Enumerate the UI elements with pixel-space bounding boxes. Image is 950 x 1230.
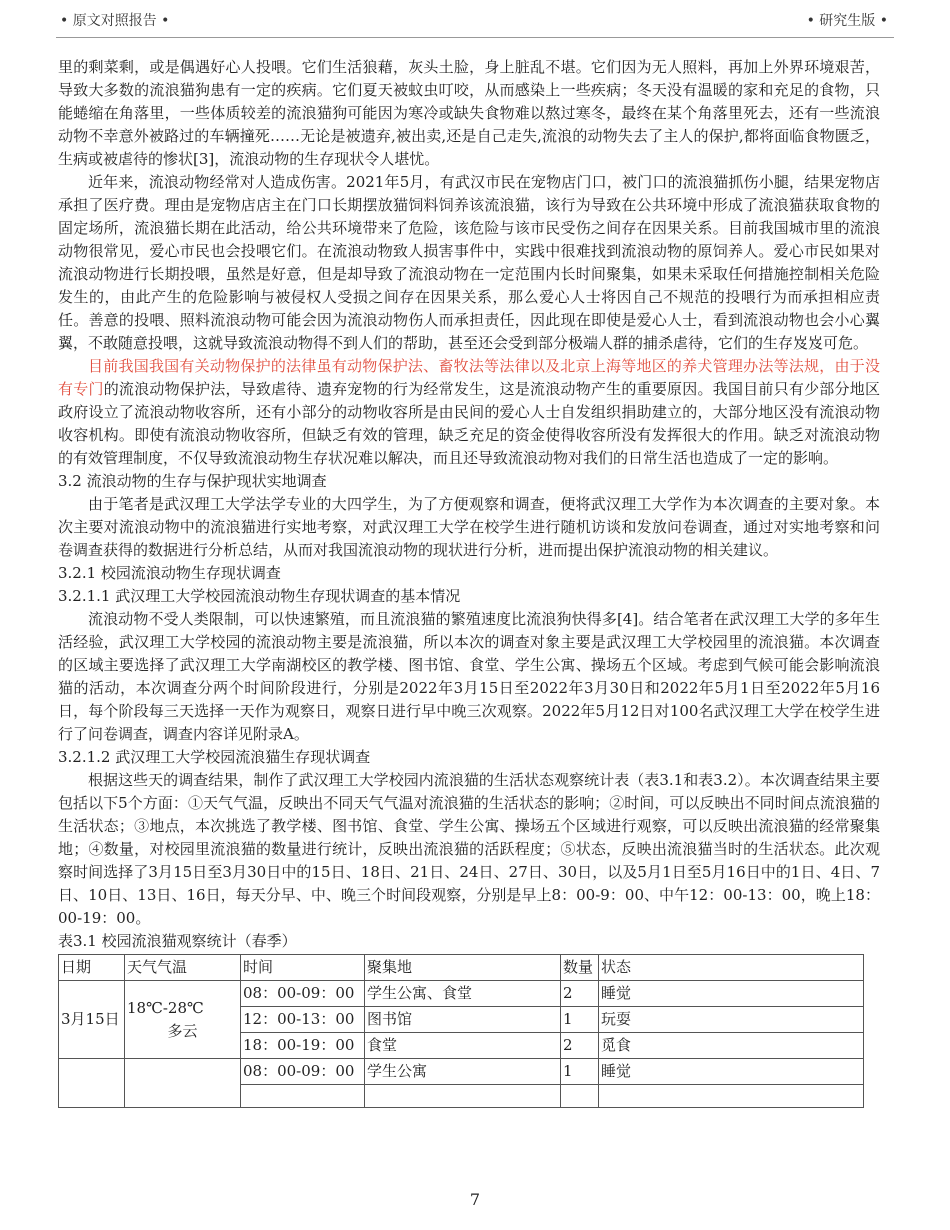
subsection-heading: 3.2.1 校园流浪动物生存现状调查	[58, 564, 281, 582]
subsubsection-heading: 3.2.1.2 武汉理工大学校园流浪猫生存现状调查	[58, 748, 371, 766]
column-header: 聚集地	[365, 955, 561, 981]
location-cell: 食堂	[365, 1033, 561, 1059]
section-heading: 3.2 流浪动物的生存与保护现状实地调查	[58, 472, 327, 490]
table-row	[59, 981, 864, 1007]
count-cell: 1	[561, 1007, 599, 1033]
column-header: 数量	[561, 955, 599, 981]
weather-cell	[125, 1059, 241, 1108]
observation-table	[58, 954, 864, 1108]
paragraph: 由于笔者是武汉理工大学法学专业的大四学生，为了方便观察和调查，便将武汉理工大学作为本次调查的主要对象。本次主要对流浪动物中的流浪猫进行实地考察，对武汉理工大学在校学生进行随机访谈和发放问卷调查，通过对实地考察和问卷调查获得的数据进行分析总结，从而对我国流浪动物的现状进行分析，进而提出保护流浪动物的相关建议。	[58, 495, 880, 559]
time-cell: 08：00-09：00	[241, 1059, 365, 1085]
count-cell	[561, 1085, 599, 1108]
date-cell	[59, 1059, 125, 1108]
count-cell: 1	[561, 1059, 599, 1085]
time-cell: 12：00-13：00	[241, 1007, 365, 1033]
table-caption: 表3.1 校园流浪猫观察统计（春季）	[58, 932, 297, 950]
time-cell: 18：00-19：00	[241, 1033, 365, 1059]
time-cell: 08：00-09：00	[241, 981, 365, 1007]
weather-cell	[125, 981, 241, 1059]
location-cell	[365, 1085, 561, 1108]
column-header: 天气气温	[125, 955, 241, 981]
status-cell	[599, 1085, 864, 1108]
date-cell: 3月15日	[59, 981, 125, 1059]
column-header: 状态	[599, 955, 864, 981]
weather-text: 多云	[167, 1021, 198, 1040]
location-cell: 学生公寓、食堂	[365, 981, 561, 1007]
location-cell: 图书馆	[365, 1007, 561, 1033]
paragraph: 流浪动物不受人类限制，可以快速繁殖，而且流浪猫的繁殖速度比流浪狗快得多[4]。结合笔者在武汉理工大学的多年生活经验，武汉理工大学校园的流浪动物主要是流浪猫，所以本次的调查对象主要是武汉理工大学校园里的流浪猫。本次调查的区域主要选择了武汉理工大学南湖校区的教学楼、图书馆、食堂、学生公寓、操场五个区域。考虑到气候可能会影响流浪猫的活动，本次调查分两个时间阶段进行，分别是2022年3月15日至2022年3月30日和2022年5月1日至2022年5月16日，每个阶段每三天选择一天作为观察日，观察日进行早中晚三次观察。2022年5月12日对100名武汉理工大学在校学生进行了问卷调查，调查内容详见附录A。	[58, 610, 880, 743]
report-header-label: • 原文对照报告 •	[60, 13, 170, 29]
highlighted-text: 目前我国我国有关动物保护的法律虽有动物保护法、畜牧法等法律以及北京上海等地区的养犬管理办法等法规，由于没有专门	[58, 357, 880, 398]
paragraph: 里的剩菜剩，或是偶遇好心人投喂。它们生活狼藉，灰头土脸，身上脏乱不堪。它们因为无人照料，再加上外界环境艰苦，导致大多数的流浪猫狗患有一定的疾病。它们夏天被蚊虫叮咬，从而感染上一些疾病；冬天没有温暖的家和充足的食物，只能蜷缩在角落里，一些体质较差的流浪猫狗可能因为寒冷或缺失食物难以熬过寒冬，最终在某个角落里死去，还有一些流浪动物不幸意外被路过的车辆撞死……无论是被遗弃,被出卖,还是自己走失,流浪的动物失去了主人的保护,都将面临食物匮乏，生病或被虐待的惨状[3]，流浪动物的生存现状令人堪忧。	[58, 58, 880, 168]
column-header: 日期	[59, 955, 125, 981]
paragraph: 根据这些天的调查结果，制作了武汉理工大学校园内流浪猫的生活状态观察统计表（表3.1和表3.2）。本次调查结果主要包括以下5个方面：①天气气温，反映出不同天气气温对流浪猫的生活状态的影响；②时间，可以反映出不同时间点流浪猫的生活状态；③地点，本次挑选了教学楼、图书馆、食堂、学生公寓、操场五个区域进行观察，可以反映出流浪猫的经常聚集地；④数量，对校园里流浪猫的数量进行统计，反映出流浪猫的活跃程度；⑤状态，反映出流浪猫当时的生活状态。此次观察时间选择了3月15日至3月30日中的15日、18日、21日、24日、27日、30日，以及5月1日至5月16日中的1日、4日、7日、10日、13日、16日，每天分早、中、晚三个时间段观察，分别是早上8：00-9：00、中午12：00-13：00，晚上18：00-19：00。	[58, 771, 880, 927]
table-row	[59, 1059, 864, 1085]
edition-header-label: • 研究生版 •	[806, 13, 888, 29]
count-cell: 2	[561, 981, 599, 1007]
temperature-text: 18℃-28℃	[127, 998, 204, 1017]
status-cell: 觅食	[599, 1033, 864, 1059]
paragraph-text: 的流浪动物保护法，导致虐待、遗弃宠物的行为经常发生，这是流浪动物产生的重要原因。我国目前只有少部分地区政府设立了流浪动物收容所，还有小部分的动物收容所是由民间的爱心人士自发组织捐助建立的，大部分地区没有流浪动物收容机构。即使有流浪动物收容所，但缺乏有效的管理，缺乏充足的资金使得收容所没有发挥很大的作用。缺乏对流浪动物的有效管理制度，不仅导致流浪动物生存状况难以解决，而且还导致流浪动物对我们的日常生活也造成了一定的影响。	[58, 380, 880, 467]
header-divider	[56, 37, 894, 38]
status-cell: 睡觉	[599, 1059, 864, 1085]
column-header: 时间	[241, 955, 365, 981]
count-cell: 2	[561, 1033, 599, 1059]
paragraph	[58, 355, 880, 470]
time-cell	[241, 1085, 365, 1108]
page-number: 7	[469, 1190, 481, 1209]
document-body	[58, 56, 880, 1108]
table-header-row	[59, 955, 864, 981]
subsubsection-heading: 3.2.1.1 武汉理工大学校园流浪动物生存现状调查的基本情况	[58, 587, 461, 605]
status-cell: 玩耍	[599, 1007, 864, 1033]
location-cell: 学生公寓	[365, 1059, 561, 1085]
status-cell: 睡觉	[599, 981, 864, 1007]
paragraph: 近年来，流浪动物经常对人造成伤害。2021年5月，有武汉市民在宠物店门口，被门口的流浪猫抓伤小腿，结果宠物店承担了医疗费。理由是宠物店店主在门口长期摆放猫饲料饲养该流浪猫，该行为导致在公共环境中形成了流浪猫获取食物的固定场所，流浪猫长期在此活动，给公共环境带来了危险，该危险与该市民受伤之间存在因果关系。目前我国城市里的流浪动物很常见，爱心市民也会投喂它们。在流浪动物致人损害事件中，实践中很难找到流浪动物的原饲养人。爱心市民如果对流浪动物进行长期投喂，虽然是好意，但是却导致了流浪动物在一定范围内长时间聚集，如果未采取任何措施控制相关危险发生的，由此产生的危险影响与被侵权人受损之间存在因果关系，那么爱心人士将因自己不规范的投喂行为而承担相应责任。善意的投喂、照料流浪动物可能会因为流浪动物伤人而承担责任，因此现在即使是爱心人士，看到流浪动物也会小心翼翼，不敢随意投喂，这就导致流浪动物得不到人们的帮助，甚至还会受到部分极端人群的捕杀虐待，它们的生存岌岌可危。	[58, 173, 880, 352]
